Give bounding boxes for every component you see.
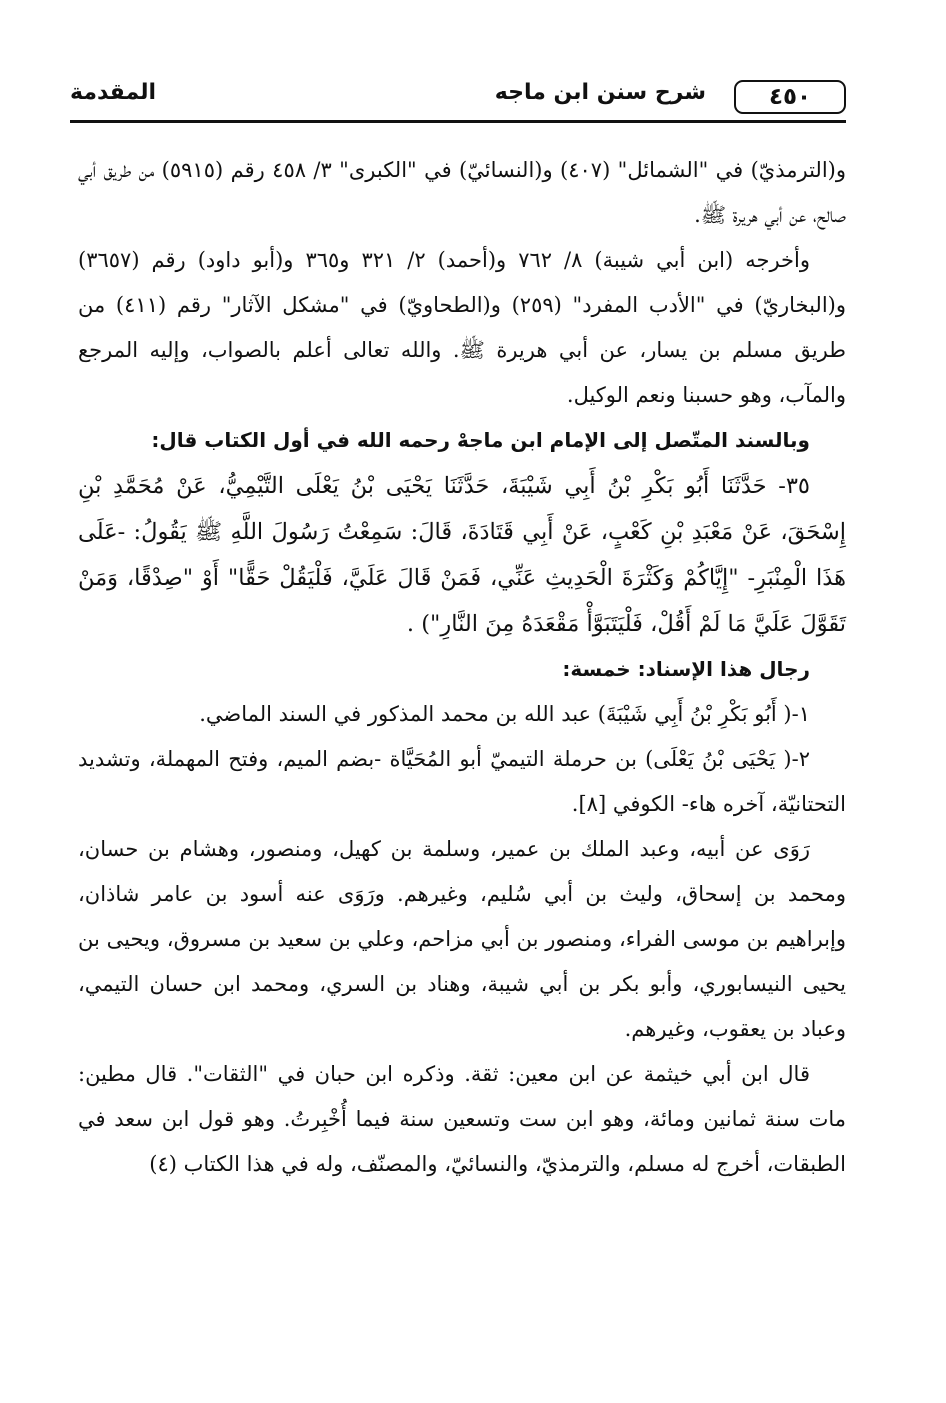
page-body (78, 148, 846, 1187)
narrator-item-2: ٢-( يَحْيَى بْنُ يَعْلَى) بن حرملة التيميّ أبو المُحَيَّاة -بضم الميم، وفتح المهملة، وتشديد التحتانيّة، آخره هاء- الكوفي [٨]. (78, 747, 846, 816)
hadith-text: ٣٥- حَدَّثَنَا أَبُو بَكْرِ بْنُ أَبِي شَيْبَةَ، حَدَّثَنَا يَحْيَى بْنُ يَعْلَى التَّيْمِيُّ، عَنْ مُحَمَّدِ بْنِ إِسْحَقَ، عَنْ مَعْبَدِ بْنِ كَعْبٍ، عَنْ أَبِي قَتَادَةَ، قَالَ: سَمِعْتُ رَسُولَ اللَّهِ ﷺ يَقُولُ: -عَلَى هَذَا الْمِنْبَرِ- "إِيَّاكُمْ وَكَثْرَةَ الْحَدِيثِ عَنِّي، فَمَنْ قَالَ عَلَيَّ، فَلْيَقُلْ حَقًّا" أَوْ "صِدْقًا، وَمَنْ تَقَوَّلَ عَلَيَّ مَا لَمْ أَقُلْ، فَلْيَتَبَوَّأْ مَقْعَدَهُ مِنَ النَّارِ") . (78, 473, 846, 637)
chain-heading: وبالسند المتّصل إلى الإمام ابن ماجهْ رحمه الله في أول الكتاب قال: (151, 428, 810, 452)
paragraph-takhrij-2: وأخرجه (ابن أبي شيبة) ٨/ ٧٦٢ و(أحمد) ٢/ ٣٢١ و٣٦٥ و(أبو داود) رقم (٣٦٥٧) و(البخاريّ) في "الأدب المفرد" (٢٥٩) و(الطحاويّ) في "مشكل الآثار" رقم (٤١١) من طريق مسلم بن يسار، عن أبي هريرة ﷺ. والله تعالى أعلم بالصواب، وإليه المرجع والمآب، وهو حسبنا ونعم الوكيل. (78, 248, 846, 407)
paragraph-grading: قال ابن أبي خيثمة عن ابن معين: ثقة. وذكره ابن حبان في "الثقات". قال مطين: مات سنة ثمانين ومائة، وهو ابن ست وتسعين سنة فيما أُخْبِرتُ. وهو قول ابن سعد في الطبقات، أخرج له مسلم، والترمذيّ، والنسائيّ، والمصنّف، وله في هذا الكتاب (٤) (78, 1062, 846, 1176)
paragraph-takhrij-1: و(الترمذيّ) في "الشمائل" (٤٠٧) و(النسائيّ) في "الكبرى" ٣/ ٤٥٨ رقم (٥٩١٥) من طريق أبي صالح، عن أبي هريرة ﷺ. (78, 158, 846, 227)
page-header (70, 78, 846, 116)
paragraph-narrators: رَوَى عن أبيه، وعبد الملك بن عمير، وسلمة بن كهيل، ومنصور، وهشام بن حسان، ومحمد بن إسحاق، وليث بن أبي سُليم، وغيرهم. ورَوَى عنه أسود بن عامر شاذان، وإبراهيم بن موسى الفراء، ومنصور بن أبي مزاحم، وعلي بن سعيد بن مسروق، ويحيى بن يحيى النيسابوري، وأبو بكر بن أبي شيبة، وهناد بن السري، ومحمد ابن حسان التيمي، وعباد بن يعقوب، وغيرهم. (78, 837, 846, 1041)
section-title: المقدمة (70, 80, 157, 105)
narrator-item-1: ١-( أَبُو بَكْرِ بْنُ أَبِي شَيْبَةَ) عبد الله بن محمد المذكور في السند الماضي. (199, 702, 810, 726)
book-title: شرح سنن ابن ماجه (494, 80, 706, 105)
narrators-heading: رجال هذا الإسناد: خمسة: (562, 657, 810, 681)
header-rule (70, 120, 846, 123)
page-number: ٤٥٠ (734, 80, 846, 114)
